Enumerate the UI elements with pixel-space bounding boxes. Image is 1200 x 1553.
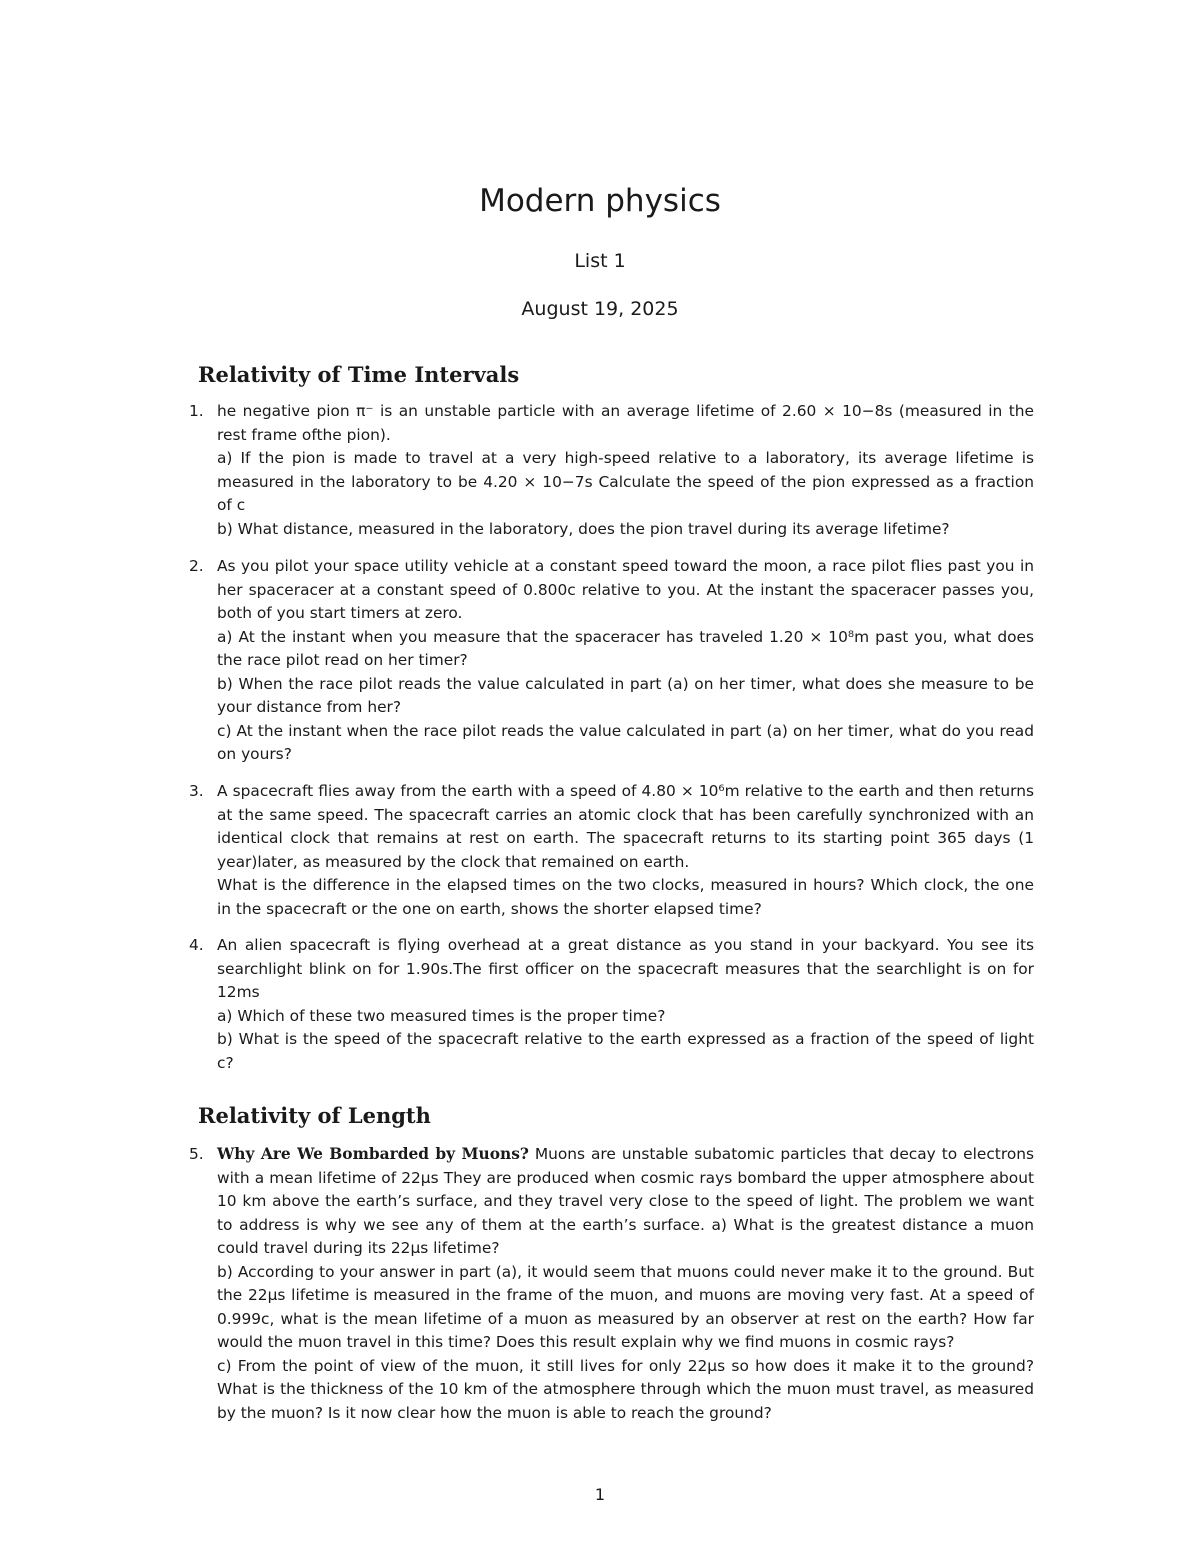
problem-number: 5. <box>189 1145 204 1163</box>
problem-4 <box>189 934 1034 1075</box>
problem-part-b: b) When the race pilot reads the value calculated in part (a) on her timer, what does she measure to be your distance from her? <box>217 674 1034 716</box>
document-subtitle: List 1 <box>574 250 626 272</box>
problem-5 <box>189 1143 1034 1425</box>
problem-text <box>217 1143 1034 1261</box>
problem-part-b: b) What is the speed of the spacecraft relative to the earth expressed as a fraction of the speed of light c? <box>217 1030 1034 1072</box>
problem-number: 4. <box>189 936 204 954</box>
section-heading-length: Relativity of Length <box>198 1103 431 1128</box>
problem-number: 1. <box>189 402 204 420</box>
problem-text: he negative pion π⁻ is an unstable particle with an average lifetime of 2.60 × 10−8s (measured in the rest frame ofthe pion). <box>217 402 1034 444</box>
document-date: August 19, 2025 <box>521 298 679 320</box>
problem-part-b: b) According to your answer in part (a), it would seem that muons could never make it to the ground. But the 22μs lifetime is measured in the frame of the muon, and muons are moving very fast. At a speed of 0.999c, what is the mean lifetime of a muon as measured by an observer at rest on the earth? How far would the muon travel in this time? Does this result explain why we find muons in cosmic rays? <box>217 1262 1034 1351</box>
problem-lead: Why Are We Bombarded by Muons? <box>217 1145 529 1163</box>
page-number: 1 <box>594 1485 606 1504</box>
section-heading-time: Relativity of Time Intervals <box>198 362 520 387</box>
problem-part-c: c) From the point of view of the muon, it still lives for only 22μs so how does it make it to the ground? What is the thickness of the 10 km of the atmosphere through which the muon must travel, as measured by the muon? Is it now clear how the muon is able to reach the ground? <box>217 1356 1034 1422</box>
problem-part-a: a) Which of these two measured times is the proper time? <box>217 1006 666 1025</box>
problem-number: 3. <box>189 782 204 800</box>
problem-1 <box>189 400 1034 541</box>
problem-text-body: Muons are unstable subatomic particles that decay to electrons with a mean lifetime of 22μs They are produced when cosmic rays bombard the upper atmosphere about 10 km above the earth’s surface, and they travel very close to the speed of light. The problem we want to address is why we see any of them at the earth’s surface. a) What is the greatest distance a muon could travel during its 22μs lifetime? <box>217 1145 1035 1257</box>
problem-2 <box>189 555 1034 767</box>
problem-number: 2. <box>189 557 204 575</box>
problem-3 <box>189 780 1034 921</box>
document-title: Modern physics <box>479 183 721 219</box>
problem-part-b: b) What distance, measured in the laboratory, does the pion travel during its average lifetime? <box>217 519 950 538</box>
problem-text: As you pilot your space utility vehicle at a constant speed toward the moon, a race pilot flies past you in her spaceracer at a constant speed of 0.800c relative to you. At the instant the spaceracer passes you, both of you start timers at zero. <box>217 557 1034 622</box>
problem-part-a: a) At the instant when you measure that the spaceracer has traveled 1.20 × 10⁸m past you, what does the race pilot read on her timer? <box>217 627 1034 669</box>
problem-part-a: a) If the pion is made to travel at a very high-speed relative to a laboratory, its average lifetime is measured in the laboratory to be 4.20 × 10−7s Calculate the speed of the pion expressed as a fraction of c <box>217 449 1034 514</box>
problem-part-c: c) At the instant when the race pilot reads the value calculated in part (a) on her timer, what do you read on yours? <box>217 721 1034 763</box>
problem-text: A spacecraft flies away from the earth with a speed of 4.80 × 10⁶m relative to the earth and then returns at the same speed. The spacecraft carries an atomic clock that has been carefully synchronized with an identical clock that remains at rest on earth. The spacecraft returns to its starting point 365 days (1 year)later, as measured by the clock that remained on earth. <box>217 782 1034 871</box>
problem-text: An alien spacecraft is flying overhead at a great distance as you stand in your backyard. You see its searchlight blink on for 1.90s.The first officer on the spacecraft measures that the searchlight is on for 12ms <box>217 936 1034 1001</box>
problem-question: What is the difference in the elapsed times on the two clocks, measured in hours? Which clock, the one in the spacecraft or the one on earth, shows the shorter elapsed time? <box>217 876 1034 918</box>
